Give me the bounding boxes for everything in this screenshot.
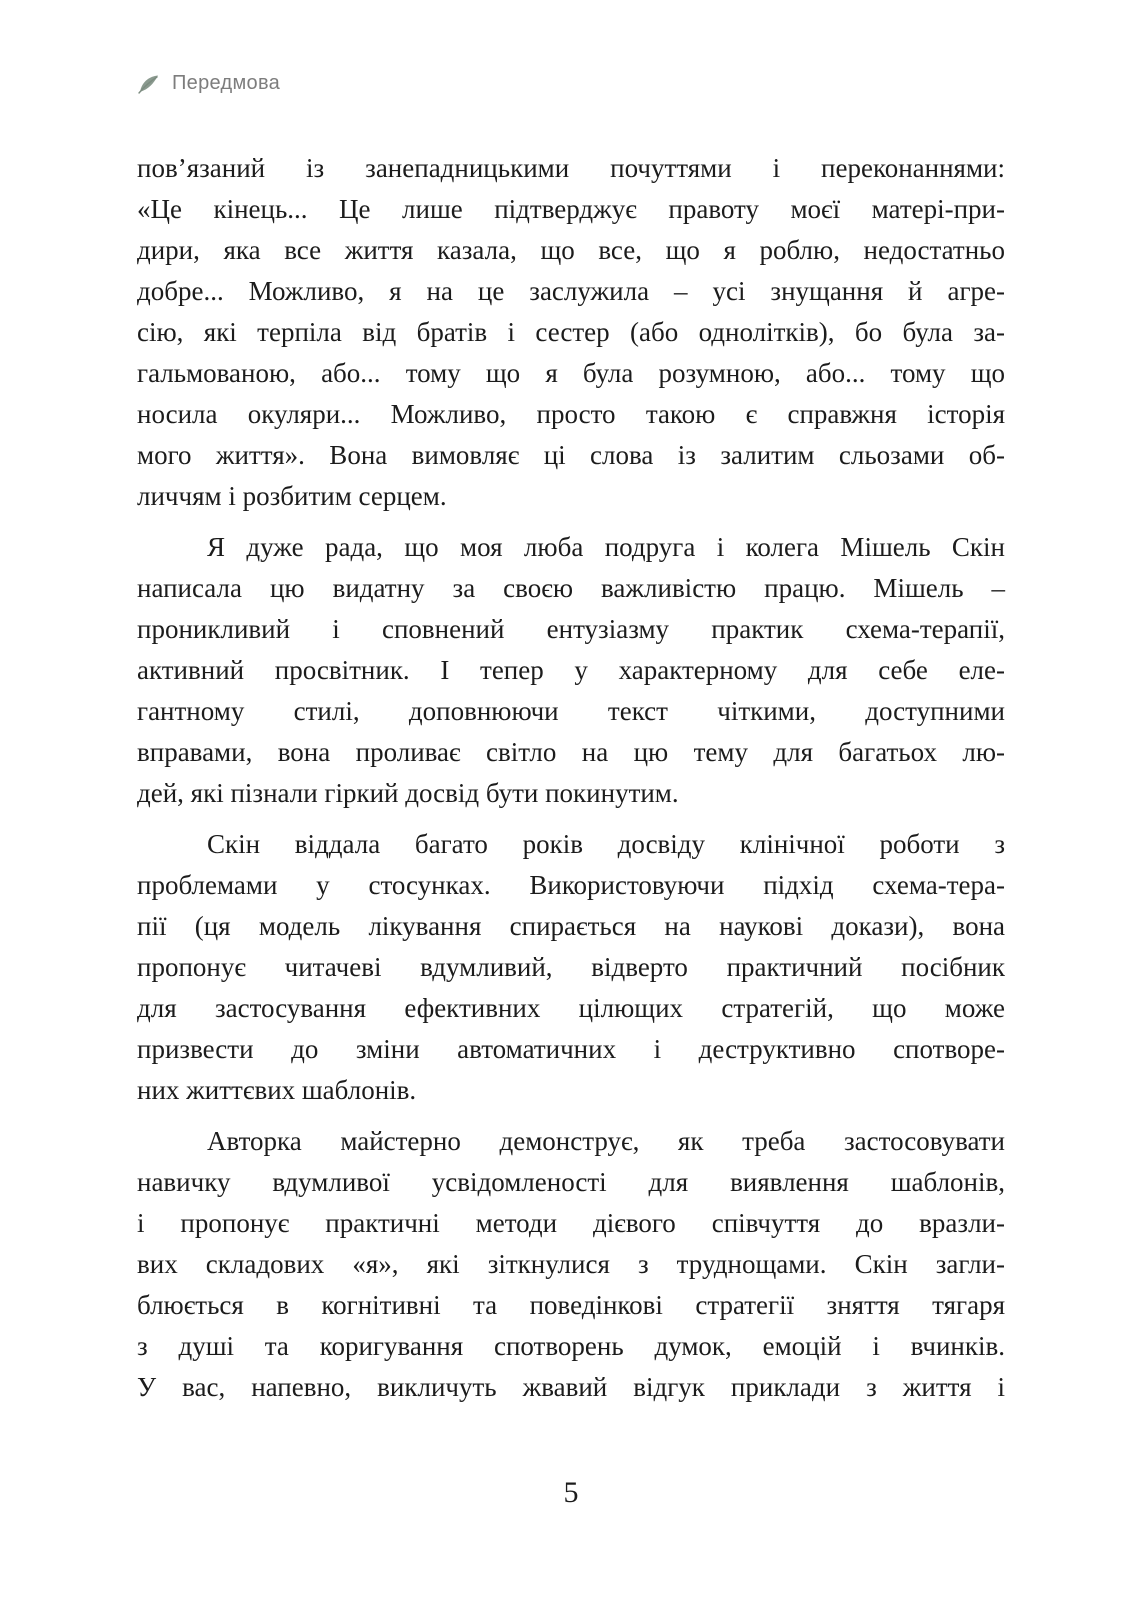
paragraph [137, 1121, 1005, 1408]
text-line: пов’язаний із занепадницькими почуттями і переконаннями: [137, 153, 1005, 183]
text-line: добре... Можливо, я на це заслужила – усі знущання й агре- [137, 276, 1005, 306]
text-line: для застосування ефективних цілющих стратегій, що може [137, 993, 1005, 1023]
text-line: них життєвих шаблонів. [137, 1075, 417, 1105]
text-line: Я дуже рада, що моя люба подруга і колега Мішель Скін [207, 532, 1005, 562]
text-line: вправами, вона проливає світло на цю тему для багатьох лю- [137, 737, 1005, 767]
text-line: Авторка майстерно демонструє, як треба застосовувати [207, 1126, 1005, 1156]
text-line: пії (ця модель лікування спирається на наукові докази), вона [137, 911, 1005, 941]
text-line: написала цю видатну за своєю важливістю працю. Мішель – [137, 573, 1005, 603]
page-header [137, 72, 280, 95]
text-line: пропонує читачеві вдумливий, відверто практичний посібник [137, 952, 1005, 982]
text-line: личчям і розбитим серцем. [137, 481, 447, 511]
feather-icon [137, 73, 161, 95]
paragraph [137, 824, 1005, 1111]
text-line: дей, які пізнали гіркий досвід бути покинутим. [137, 778, 679, 808]
text-line: гантному стилі, доповнюючи текст чіткими, доступними [137, 696, 1005, 726]
text-line: «Це кінець... Це лише підтверджує правоту моєї матері-при- [137, 194, 1005, 224]
text-line: призвести до зміни автоматичних і деструктивно спотворе- [137, 1034, 1005, 1064]
text-line: мого життя». Вона вимовляє ці слова із залитим сльозами об- [137, 440, 1005, 470]
text-line: гальмованою, або... тому що я була розумною, або... тому що [137, 358, 1005, 388]
text-line: носила окуляри... Можливо, просто такою є справжня історія [137, 399, 1005, 429]
page-number: 5 [563, 1476, 579, 1509]
text-line: У вас, напевно, викличуть жвавий відгук приклади з життя і [137, 1372, 1005, 1402]
chapter-title: Передмова [172, 72, 281, 94]
text-line: з душі та коригування спотворень думок, емоцій і вчинків. [137, 1331, 1005, 1361]
text-line: активний просвітник. І тепер у характерному для себе еле- [137, 655, 1005, 685]
text-line: Скін віддала багато років досвіду клінічної роботи з [207, 829, 1005, 859]
text-line: блюється в когнітивні та поведінкові стратегії зняття тягаря [137, 1290, 1005, 1320]
paragraph [137, 527, 1005, 814]
text-line: навичку вдумливої усвідомленості для виявлення шаблонів, [137, 1167, 1005, 1197]
text-line: вих складових «я», які зіткнулися з труднощами. Скін загли- [137, 1249, 1005, 1279]
text-line: сію, які терпіла від братів і сестер (або однолітків), бо була за- [137, 317, 1005, 347]
paragraph [137, 148, 1005, 517]
text-line: проблемами у стосунках. Використовуючи підхід схема-тера- [137, 870, 1005, 900]
text-line: і пропонує практичні методи дієвого співчуття до вразли- [137, 1208, 1005, 1238]
body-text [137, 148, 1005, 1408]
text-line: дири, яка все життя казала, що все, що я роблю, недостатньо [137, 235, 1005, 265]
text-line: проникливий і сповнений ентузіазму практик схема-терапії, [137, 614, 1005, 644]
